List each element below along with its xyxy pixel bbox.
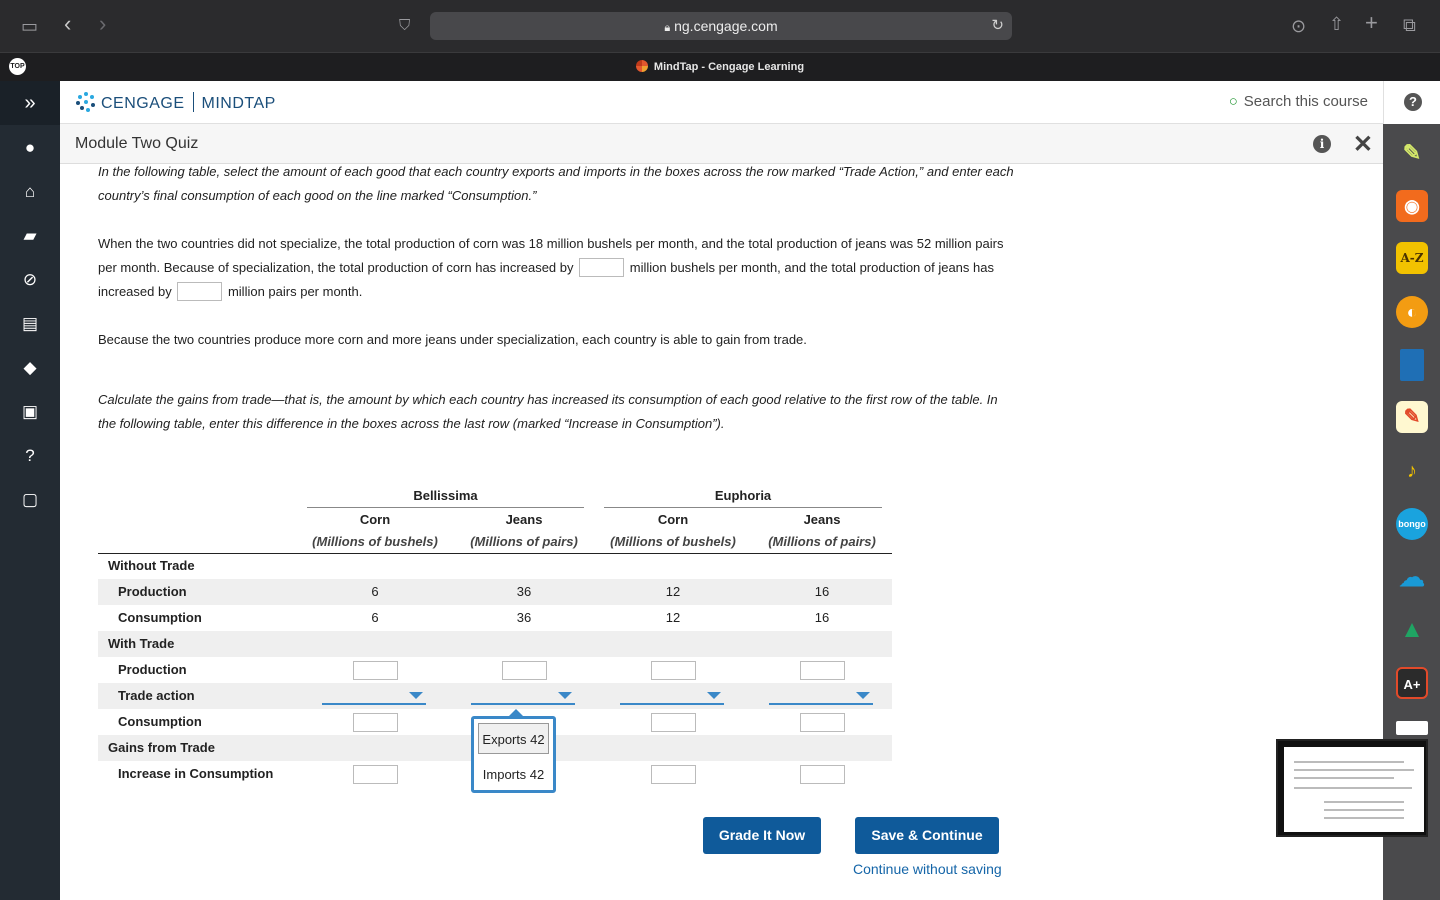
option-exports[interactable]: Exports 42 [478,723,549,754]
country-header-bellissima: Bellissima [307,486,584,508]
thumbnail-preview [1284,747,1424,832]
table-row-without-consumption [98,605,892,631]
table-cell: 6 [371,584,379,599]
readspeaker-app-icon[interactable]: ♪ [1407,460,1417,482]
country-header-euphoria: Euphoria [604,486,882,508]
section-row-without-trade [98,553,892,579]
specialization-text-a: When the two countries did not specialize, the total production of corn was 18 million bushels per month, and the total production of jeans was 52 million pairs per month. Because of specialization, the total production of corn has increased by [98,236,1004,275]
instruction-trade-action: In the following table, select the amount of each good that each country exports and imports in the boxes across the row marked “Trade Action,” and enter each country’s final consumption of each good on the line marked “Consumption.” [98,164,1014,203]
help-area [1383,81,1440,124]
book-app-icon[interactable] [1400,349,1424,381]
dictionary-app-icon[interactable]: A-Z [1396,242,1428,274]
search-placeholder: Search this course [1243,93,1368,110]
increase-input-bellissima-corn[interactable] [353,765,398,784]
production-input-bellissima-corn[interactable] [353,661,398,680]
notes-app-icon[interactable]: ✎ [1396,401,1428,433]
onedrive-app-icon[interactable]: ☁ [1399,562,1425,592]
corn-increase-input[interactable] [579,258,624,277]
trade-action-options-popup [471,716,556,793]
logo-divider [193,92,194,112]
active-tab[interactable] [0,53,1440,82]
section-label: With Trade [108,636,175,651]
thumbnail-line [1324,817,1404,819]
thumbnail-line [1324,801,1404,803]
product-name: MINDTAP [201,95,276,112]
column-unit: (Millions of bushels) [610,534,736,549]
stack-app-icon[interactable] [1396,721,1428,735]
chevron-down-icon [856,692,870,699]
briefcase-icon[interactable]: ▣ [21,402,39,421]
jeans-increase-input[interactable] [177,282,222,301]
table-cell: 16 [814,610,830,625]
privacy-shield-icon[interactable]: ⛉ [399,17,411,34]
increase-input-euphoria-corn[interactable] [651,765,696,784]
chevron-down-icon [707,692,721,699]
ebook-icon[interactable]: ▤ [21,314,39,333]
thumbnail-line [1294,769,1414,771]
consumption-input-euphoria-jeans[interactable] [800,713,845,732]
cengage-mindtap-logo[interactable] [75,91,276,113]
download-icon[interactable]: ⊙ [1291,16,1307,36]
orange-circle-app-icon[interactable]: ◐ [1396,296,1428,328]
pinned-tab[interactable]: TOP [9,58,26,75]
column-header: Jeans [505,512,543,527]
production-input-bellissima-jeans[interactable] [502,661,547,680]
brand-name: CENGAGE [101,95,185,112]
cengage-favicon-icon [636,60,648,72]
thumbnail-line [1294,777,1394,779]
table-cell: 36 [516,584,532,599]
trade-action-select-bellissima-corn[interactable] [322,683,426,705]
row-label: Production [118,584,187,599]
back-icon[interactable]: ‹ [64,11,72,36]
screenshot-thumbnail[interactable] [1276,739,1428,837]
left-nav [0,81,60,900]
close-icon[interactable]: ✕ [1352,131,1373,158]
search-icon: ○ [1228,93,1238,110]
consumption-input-bellissima-corn[interactable] [353,713,398,732]
thumbnail-line [1294,761,1404,763]
info-icon[interactable]: i [1313,135,1331,153]
instruction-gains: Calculate the gains from trade—that is, the amount by which each country has increased its consumption of each good relative to the first row of the table. In the following table, enter this difference in the boxes across the last row (marked “Increase in Consumption”). [98,392,998,431]
new-tab-icon[interactable]: + [1365,10,1378,35]
trade-action-select-euphoria-corn[interactable] [620,683,724,705]
production-input-euphoria-corn[interactable] [651,661,696,680]
column-header: Corn [657,512,689,527]
save-continue-button[interactable]: Save & Continue [855,817,999,854]
bongo-app-icon[interactable]: bongo [1396,508,1428,540]
help-icon[interactable]: ? [25,446,35,465]
table-row-without-production [98,579,892,605]
google-drive-app-icon[interactable]: ▲ [1400,616,1424,643]
table-cell: 16 [814,584,830,599]
chevron-down-icon [409,692,423,699]
trade-action-select-bellissima-jeans[interactable] [471,683,575,705]
row-label: Increase in Consumption [118,766,274,781]
gain-statement: Because the two countries produce more corn and more jeans under specialization, each country is able to gain from trade. [98,332,807,347]
option-imports[interactable]: Imports 42 [482,767,545,782]
continue-without-saving-link[interactable]: Continue without saving [853,861,1002,877]
column-unit: (Millions of pairs) [768,534,876,549]
thumbnail-line [1324,809,1404,811]
expand-nav-icon[interactable]: » [0,81,60,125]
tab-strip [0,52,1440,81]
table-cell: 12 [665,584,681,599]
specialization-text-b: million bushels per month, and the total production of jeans has increased by [98,260,994,299]
share-icon[interactable]: ⇧ [1329,14,1345,34]
section-row-with-trade [98,631,892,657]
increase-input-euphoria-jeans[interactable] [800,765,845,784]
graduation-cap-icon[interactable]: ◆ [23,358,37,377]
feedback-icon[interactable]: ▢ [21,490,39,509]
column-header: Corn [359,512,391,527]
tab-overview-icon[interactable]: ⧉ [1403,15,1416,35]
section-label: Without Trade [108,558,195,573]
specialization-paragraph [98,232,1018,304]
thumbnail-line [1294,787,1412,789]
table-row-with-production [98,657,892,683]
tab-title: MindTap - Cengage Learning [653,61,805,73]
table-cell: 6 [371,610,379,625]
forward-icon[interactable]: › [99,11,107,36]
table-row-trade-action [98,683,892,709]
compass-icon[interactable]: ⊘ [22,270,38,289]
column-header: Jeans [803,512,841,527]
production-input-euphoria-jeans[interactable] [800,661,845,680]
row-label: Trade action [118,688,195,703]
help-icon[interactable]: ? [1404,93,1422,111]
trade-action-select-euphoria-jeans[interactable] [769,683,873,705]
column-unit: (Millions of pairs) [470,534,578,549]
rss-app-icon[interactable]: ◉ [1396,190,1428,222]
table-cell: 12 [665,610,681,625]
reload-icon[interactable]: ↻ [991,17,1004,34]
chevron-down-icon [558,692,572,699]
lock-icon: 🔒︎ [664,22,671,34]
course-search[interactable] [1229,93,1368,110]
table-cell: 36 [516,610,532,625]
sidebar-toggle-icon[interactable]: ▭ [21,16,39,36]
cengage-logo-icon [75,91,97,113]
specialization-text-c: million pairs per month. [227,284,363,299]
section-label: Gains from Trade [108,740,215,755]
grade-it-now-button[interactable]: Grade It Now [703,817,821,854]
aplus-app-icon[interactable]: A+ [1396,667,1428,699]
address-bar[interactable] [430,12,1012,40]
module-bar [60,124,1383,164]
browser-toolbar [0,0,1440,52]
row-label: Consumption [118,610,202,625]
notebook-icon[interactable]: ▰ [23,226,37,245]
app-header [60,81,1383,124]
consumption-input-euphoria-corn[interactable] [651,713,696,732]
url-text: ng.cengage.com [674,18,778,34]
row-label: Consumption [118,714,202,729]
user-icon[interactable]: ● [24,138,36,157]
home-icon[interactable]: ⌂ [24,182,36,201]
pencil-app-icon[interactable]: ✎ [1402,140,1422,165]
row-label: Production [118,662,187,677]
column-unit: (Millions of bushels) [312,534,438,549]
module-title: Module Two Quiz [75,135,199,152]
